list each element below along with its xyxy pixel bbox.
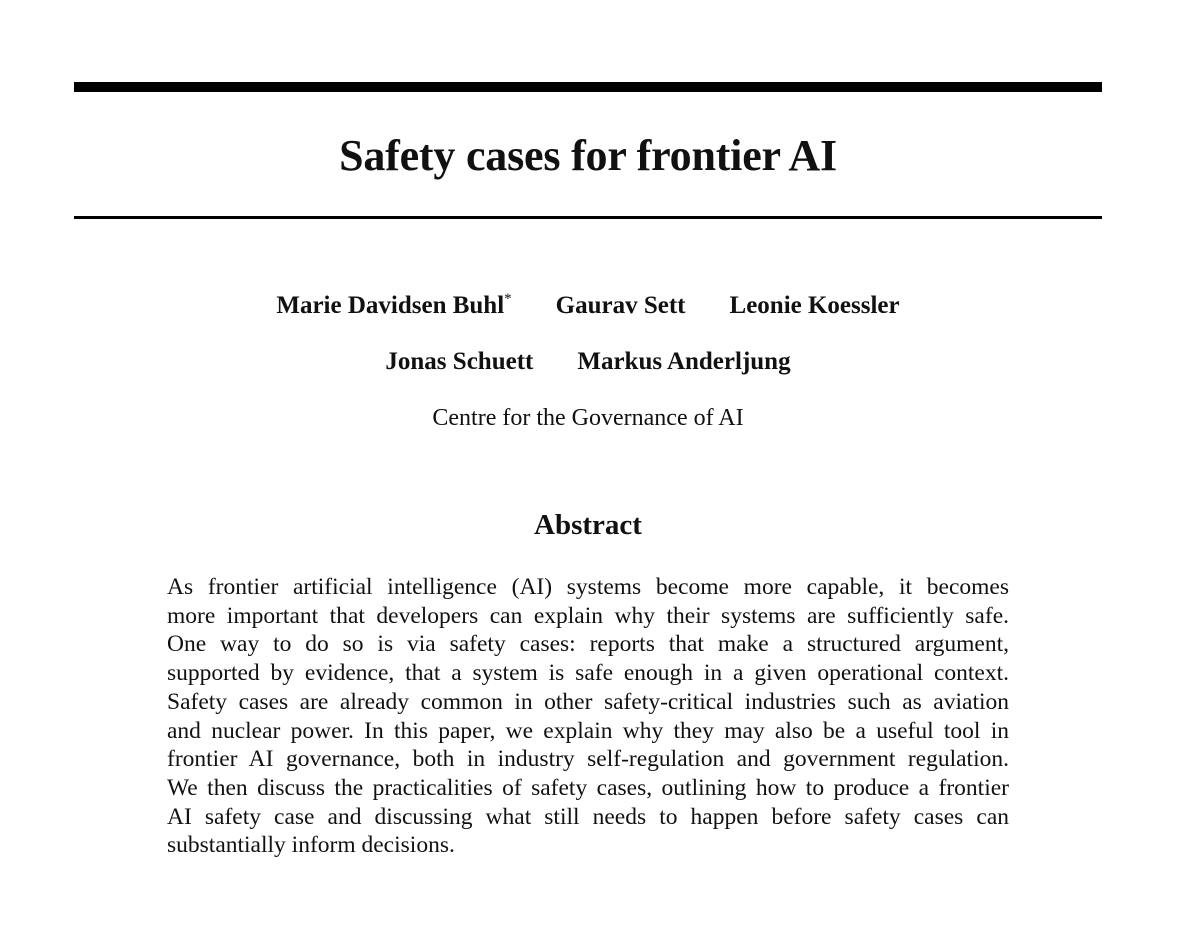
title-bottom-rule xyxy=(74,216,1102,219)
author-name: Markus Anderljung xyxy=(577,348,791,375)
abstract-line: Safety cases are already common in other safety-critical industries such as aviation xyxy=(167,688,1009,715)
corresponding-author-mark: * xyxy=(504,291,512,307)
author-row-1 xyxy=(74,290,1102,322)
abstract-line: and nuclear power. In this paper, we explain why they may also be a useful tool in xyxy=(167,717,1009,744)
author-name: Gaurav Sett xyxy=(555,292,686,319)
paper-title: Safety cases for frontier AI xyxy=(339,131,837,180)
abstract-line: AI safety case and discussing what still needs to happen before safety cases can xyxy=(167,803,1009,830)
author-name: Leonie Koessler xyxy=(729,292,900,319)
abstract-heading: Abstract xyxy=(534,509,642,541)
abstract-line: As frontier artificial intelligence (AI) systems become more capable, it becomes xyxy=(167,574,1009,600)
abstract-line: supported by evidence, that a system is safe enough in a given operational context. xyxy=(167,660,1009,687)
abstract-line: We then discuss the practicalities of safety cases, outlining how to produce a frontier xyxy=(167,774,1009,801)
abstract-line: One way to do so is via safety cases: reports that make a structured argument, xyxy=(167,631,1009,658)
author-row-2 xyxy=(74,346,1102,378)
abstract-line: more important that developers can explain why their systems are sufficiently safe. xyxy=(167,602,1009,629)
affiliation: Centre for the Governance of AI xyxy=(432,405,744,431)
author-name xyxy=(276,290,511,322)
abstract-body xyxy=(167,573,1009,860)
author-name-text: Marie Davidsen Buhl xyxy=(276,292,505,319)
author-name: Jonas Schuett xyxy=(385,348,534,375)
abstract-line: substantially inform decisions. xyxy=(167,832,455,859)
abstract-line: frontier AI governance, both in industry self-regulation and government regulation. xyxy=(167,746,1009,773)
title-top-rule xyxy=(74,82,1102,92)
